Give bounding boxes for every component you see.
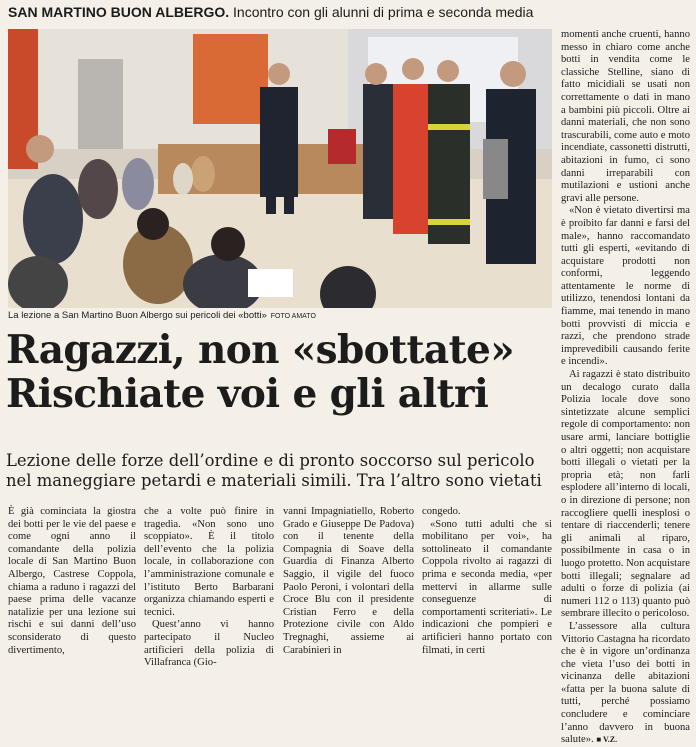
- body-paragraph-text: L’assessore alla cultura Vittorio Castagna ha ricordato che è in vigore un’ordinanza che vieta l’uso dei botti in vicinanza delle abitazioni «fatta per la buona salute di tutti, perché possiamo concludere e cominciare l’anno davvero in buona salute».: [561, 620, 690, 746]
- body-paragraph: congedo.: [422, 506, 461, 517]
- article-kicker: [8, 4, 533, 20]
- article-headline: [6, 328, 552, 416]
- body-column-4: [422, 506, 552, 657]
- photo-caption-text: La lezione a San Martino Buon Albergo sui pericoli dei «botti»: [8, 310, 267, 321]
- body-column-right: [561, 29, 690, 747]
- body-column-2: [144, 506, 274, 670]
- body-column-1: [8, 506, 136, 657]
- headline-line-2: Rischiate voi e gli altri: [6, 371, 489, 417]
- body-paragraph: È già cominciata la giostra dei botti per le vie del paese e come ogni anno il comandante della polizia locale di San Martino Buon Albergo, Castrese Coppola, chiama a raduno i ragazzi del paese prima delle vacanze natalizie per una lezione sui rischi e sui danni dell’uso sconsiderato di questo divertimento,: [8, 506, 136, 656]
- article-photo: [8, 29, 552, 308]
- author-initials: V.Z.: [603, 735, 618, 745]
- headline-line-1: Ragazzi, non «sbottate»: [6, 327, 514, 373]
- kicker-text: Incontro con gli alunni di prima e seconda media: [233, 4, 534, 20]
- body-paragraph: Ai ragazzi è stato distribuito un decalogo curato dalla Polizia locale dove sono sintetizzate alcune semplici regole di comportamento: non usare armi, lanciare bottiglie o altri oggetti; non acquistare botti illegali o vietati per la propria età; non farli esplodere all’interno di locali, o in direzione di persone; non raccogliere quelli inesplosi o tentare di riaccenderli; tenere gli animali al riparo, possibilmente in casa o in luogo protetto. Non acquistare botti illegali; segnalare ad adulti o forze di polizia (ai numeri 112 o 113) quanto può sembrare illecito o pericoloso.: [561, 369, 690, 620]
- body-paragraph: «Non è vietato divertirsi ma è proibito far danni e farsi del male», hanno raccomandato tutti gli esperti, «evitando di acquistare prodotti non conformi, leggendo attentamente le norme di utilizzo, tenendosi lontani da fiamme, mai tenendo in mano botti provvisti di miccia e razzi, che prendono strade imprevedibili causando ferite e incendi».: [561, 205, 690, 368]
- body-column-3: [283, 506, 414, 657]
- photo-illustration: [8, 29, 552, 308]
- photo-credit: FOTO AMATO: [270, 313, 316, 320]
- article-subhead: Lezione delle forze dell’ordine e di pronto soccorso sul pericolo nel maneggiare petardi e materiali simili. Tra l’altro sono vietati: [6, 451, 542, 490]
- author-signature: ■ V.Z.: [596, 735, 618, 745]
- kicker-place: SAN MARTINO BUON ALBERGO.: [8, 4, 230, 20]
- body-paragraph: [561, 621, 690, 747]
- body-paragraph: vanni Impagniatiello, Roberto Grado e Giuseppe De Padova) con il tenente della Compagnia di Soave della Guardia di Finanza Alberto Saggio, il vigile del fuoco Paolo Peroni, i volontari della Croce Blu con il presidente Cristian Ferro e della Protezione civile con Aldo Tregnaghi, assieme ai Carabinieri in: [283, 506, 414, 656]
- body-paragraph: momenti anche cruenti, hanno messo in chiaro come anche botti in vendita come le classiche Stelline, siano di fatto micidiali se usati non correttamente o dati in mano a bambini più piccoli. Oltre ai danni materiali, che non sono trascurabili, come auto e moto incendiate, cassonetti distrutti, abitazioni in fumo, ci sono danni irreparabili con mutilazioni e ustioni anche gravi alle persone.: [561, 29, 690, 204]
- photo-caption: [8, 310, 552, 321]
- body-paragraph: «Sono tutti adulti che si mobilitano per voi», ha sottolineato il comandante Coppola rivolto ai ragazzi di prima e seconda media, «per mettervi in allarme sulle conseguenze di comportamenti scriteriati». Le indicazioni che pompieri e artificieri hanno portato con filmati, in certi: [422, 518, 552, 656]
- body-paragraph: che a volte può finire in tragedia. «Non sono uno scoppiato». È il titolo dell’evento che la polizia locale, in collaborazione con l’amministrazione comunale e l’istituto Berto Barbarani organizza chiamando esperti e tecnici.: [144, 506, 274, 618]
- body-paragraph: Quest’anno vi hanno partecipato il Nucleo artificieri della polizia di Villafranca (Gio-: [144, 619, 274, 669]
